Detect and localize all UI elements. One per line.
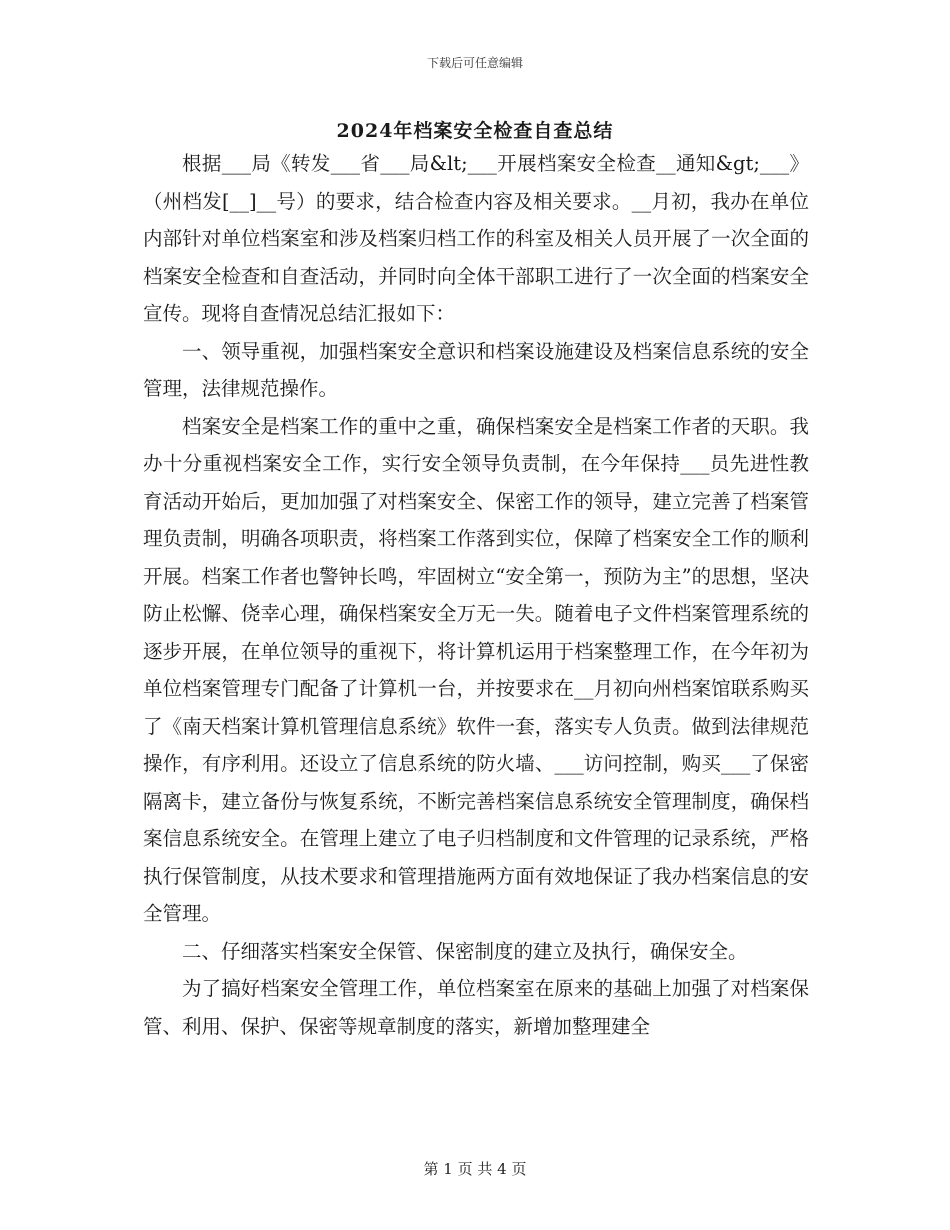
page-number: 第 1 页 共 4 页 <box>423 1160 527 1178</box>
document-title: 2024年档案安全检查自查总结 <box>336 120 614 142</box>
document-body <box>143 145 809 1045</box>
paragraph-section-2: 为了搞好档案安全管理工作，单位档案室在原来的基础上加强了对档案保管、利用、保护、保密等规章制度的落实，新增加整理建全 <box>143 977 809 1038</box>
section-heading-2: 二、仔细落实档案安全保管、保密制度的建立及执行，确保安全。 <box>182 939 748 963</box>
section-heading-1: 一、领导重视，加强档案安全意识和档案设施建设及档案信息系统的安全管理，法律规范操作。 <box>143 339 809 400</box>
header-note: 下载后可任意编辑 <box>426 56 523 70</box>
paragraph-intro: 根据___局《转发___省___局&lt;___开展档案安全检查__通知&gt;___》（州档发[__]__号）的要求，结合检查内容及相关要求。__月初，我办在单位内部针对单位档案室和涉及档案归档工作的科室及相关人员开展了一次全面的档案安全检查和自查活动，并同时向全体干部职工进行了一次全面的档案安全宣传。现将自查情况总结汇报如下： <box>143 152 809 325</box>
paragraph-section-1: 档案安全是档案工作的重中之重，确保档案安全是档案工作者的天职。我办十分重视档案安全工作，实行安全领导负责制，在今年保持___员先进性教育活动开始后，更加加强了对档案安全、保密工作的领导，建立完善了档案管理负责制，明确各项职责，将档案工作落到实位，保障了档案安全工作的顺利开展。档案工作者也警钟长鸣，牢固树立“安全第一，预防为主”的思想，坚决防止松懈、侥幸心理，确保档案安全万无一失。随着电子文件档案管理系统的逐步开展，在单位领导的重视下，将计算机运用于档案整理工作，在今年初为单位档案管理专门配备了计算机一台，并按要求在__月初向州档案馆联系购买了《南天档案计算机管理信息系统》软件一套，落实专人负责。做到法律规范操作，有序利用。还设立了信息系统的防火墙、___访问控制，购买___了保密隔离卡，建立备份与恢复系统，不断完善档案信息系统安全管理制度，确保档案信息系统安全。在管理上建立了电子归档制度和文件管理的记录系统，严格执行保管制度，从技术要求和管理措施两方面有效地保证了我办档案信息的安全管理。 <box>143 414 809 925</box>
